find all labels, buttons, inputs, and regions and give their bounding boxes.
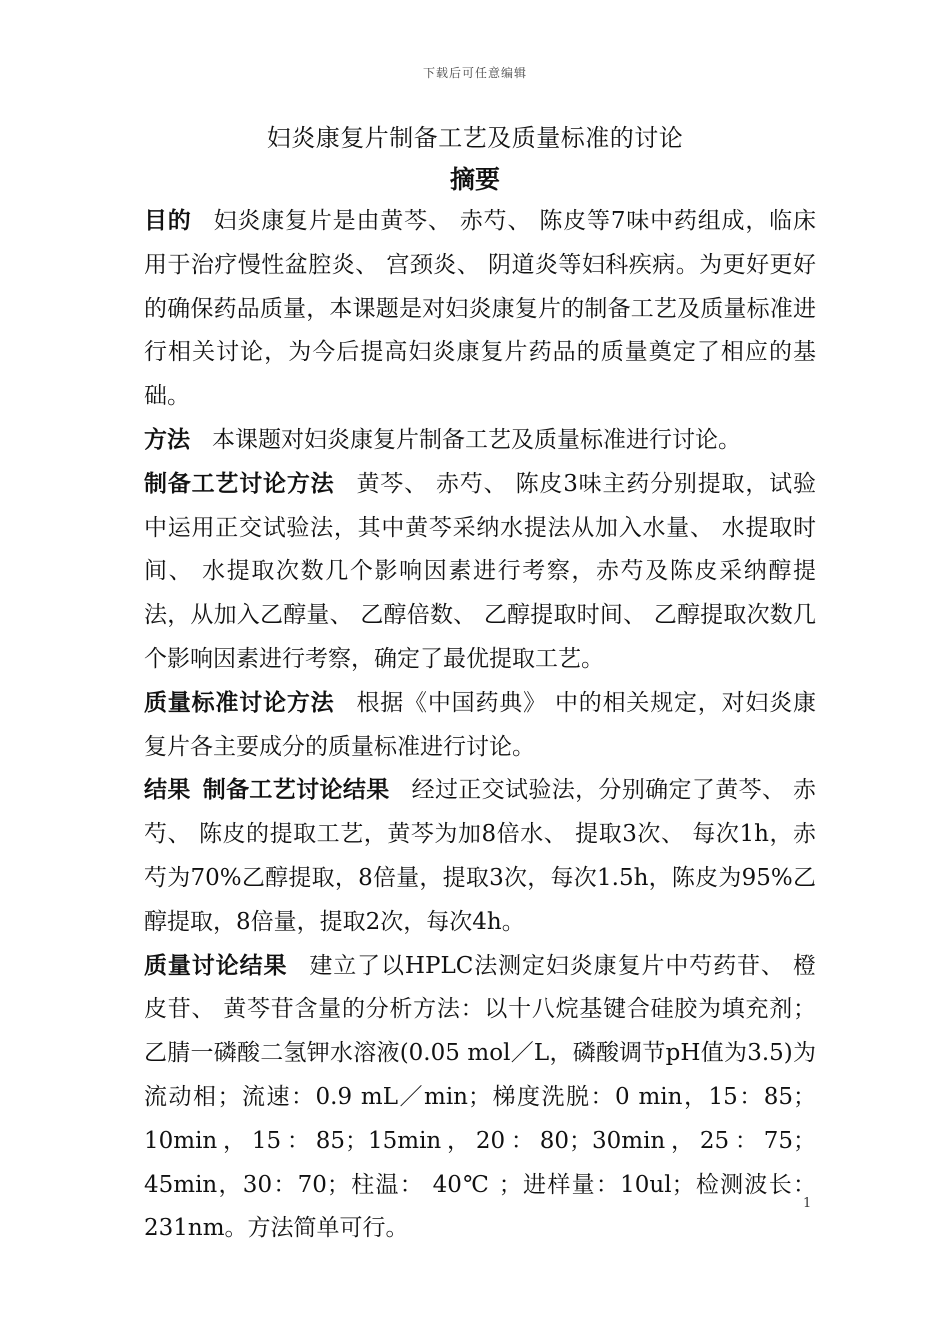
purpose-paragraph xyxy=(144,200,816,419)
result-label: 结果 xyxy=(144,777,191,804)
result-paragraph xyxy=(144,769,816,944)
quality-result-label: 质量讨论结果 xyxy=(144,952,288,979)
method-text: 本课题对妇炎康复片制备工艺及质量标准进行讨论。 xyxy=(212,426,741,453)
abstract-body xyxy=(144,200,816,1251)
page-header: 下载后可任意编辑 xyxy=(422,66,527,80)
method-label: 方法 xyxy=(144,426,190,453)
prep-method-text: 黄芩、 赤芍、 陈皮3味主药分别提取，试验中运用正交试验法，其中黄芩采纳水提法从加入水量、 水提取时间、 水提取次数几个影响因素进行考察，赤芍及陈皮采纳醇提法，从加入乙醇量、 乙醇倍数、 乙醇提取时间、 乙醇提取次数几个影响因素进行考察，确定了最优提取工艺。 xyxy=(144,470,816,672)
method-paragraph xyxy=(144,419,816,463)
quality-result-paragraph xyxy=(144,945,816,1252)
quality-result-text: 建立了以HPLC法测定妇炎康复片中芍药苷、 橙皮苷、 黄芩苷含量的分析方法：以十八烷基键合硅胶为填充剂；乙腈一磷酸二氢钾水溶液(0.05 mol／L，磷酸调节pH值为3.5)为流动相；流速：0.9 mL／min；梯度洗脱：0 min，15：85；10min，15：85；15min，20：80；30min，25：75；45min，30：70；柱温： 40℃ ；进样量：10ul；检测波长：231nm。方法简单可行。 xyxy=(144,952,817,1242)
page-number: 1 xyxy=(803,1196,812,1211)
prep-method-paragraph xyxy=(144,463,816,682)
document-title: 妇炎康复片制备工艺及质量标准的讨论 xyxy=(266,124,684,152)
result-text: 经过正交试验法，分别确定了黄芩、 赤芍、 陈皮的提取工艺，黄芩为加8倍水、 提取3次、 每次1h，赤芍为70%乙醇提取，8倍量，提取3次，每次1.5h，陈皮为95%乙醇提取，8倍量，提取2次，每次4h。 xyxy=(144,777,817,935)
prep-result-label: 制备工艺讨论结果 xyxy=(202,777,390,804)
purpose-label: 目的 xyxy=(144,208,192,234)
quality-method-label: 质量标准讨论方法 xyxy=(144,689,335,716)
quality-method-paragraph xyxy=(144,682,816,770)
quality-method-text: 根据《中国药典》 中的相关规定，对妇炎康复片各主要成分的质量标准进行讨论。 xyxy=(144,689,817,760)
abstract-heading: 摘要 xyxy=(449,165,500,194)
purpose-text: 妇炎康复片是由黄芩、 赤芍、 陈皮等7味中药组成，临床用于治疗慢性盆腔炎、 宫颈炎、 阴道炎等妇科疾病。为更好更好的确保药品质量，本课题是对妇炎康复片的制备工艺及质量标准进行相关讨论，为今后提高妇炎康复片药品的质量奠定了相应的基础。 xyxy=(144,208,816,410)
prep-method-label: 制备工艺讨论方法 xyxy=(144,470,335,497)
